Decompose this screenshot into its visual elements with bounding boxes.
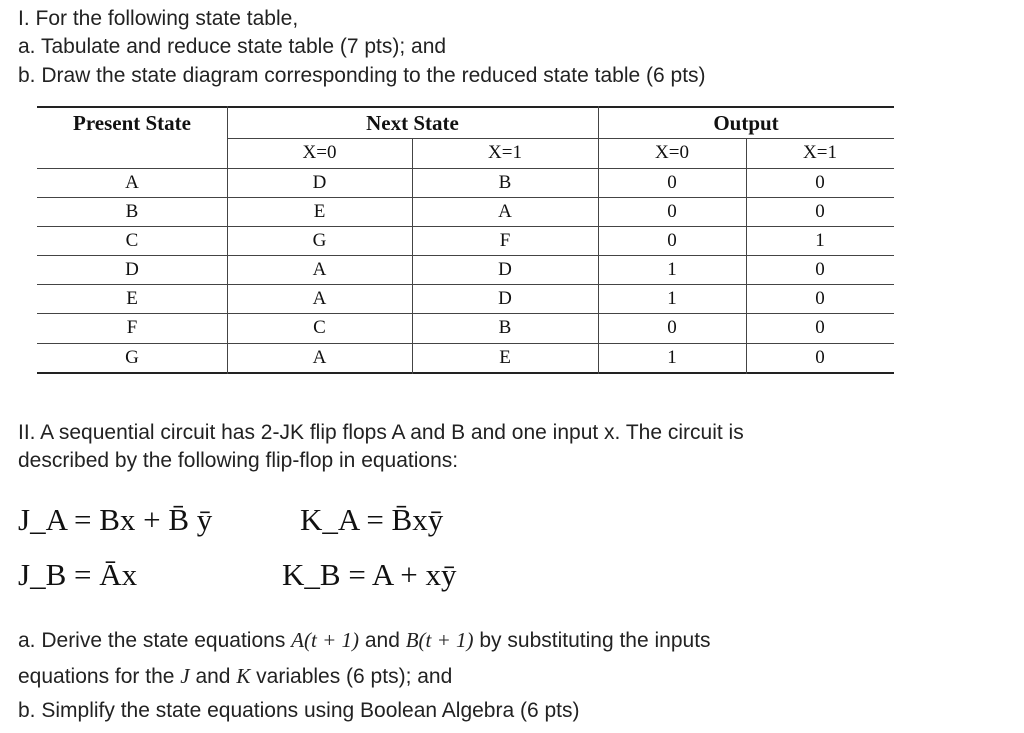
table-cell: A xyxy=(312,259,327,280)
equation-ka-text: K_A = B̄xȳ xyxy=(300,502,444,537)
table-cell: F xyxy=(126,317,138,338)
subheader-output-x0: X=0 xyxy=(655,142,689,163)
equation-ka xyxy=(300,500,443,540)
table-cell: 0 xyxy=(815,201,825,222)
question-a-line2-and: and xyxy=(189,665,237,688)
table-cell: A xyxy=(125,172,139,193)
table-cell: D xyxy=(498,259,512,280)
table-cell: A xyxy=(312,347,327,368)
table-cell: E xyxy=(126,288,138,309)
table-cell: D xyxy=(125,259,139,280)
table-cell: 0 xyxy=(815,347,825,368)
part1-heading: I. For the following state table, xyxy=(18,7,299,30)
subheader-next-x1: X=1 xyxy=(488,142,522,163)
table-cell: 0 xyxy=(667,317,677,338)
question-a-line1 xyxy=(18,626,711,655)
header-output: Output xyxy=(713,111,779,135)
table-cell: 0 xyxy=(815,288,825,309)
table-cell: 0 xyxy=(815,259,825,280)
table-cell: 1 xyxy=(667,259,677,280)
table-cell: E xyxy=(313,201,326,222)
question-a-line2-prefix: equations for the xyxy=(18,665,181,688)
table-cell: 1 xyxy=(667,288,677,309)
table-cell: F xyxy=(499,230,511,251)
var-j: J xyxy=(180,664,190,688)
table-cell: 0 xyxy=(667,201,677,222)
table-cell: C xyxy=(125,230,139,251)
equation-jb xyxy=(18,555,137,595)
equation-ja xyxy=(18,500,212,540)
table-cell: G xyxy=(312,230,327,251)
equation-jb-text: J_B = Āx xyxy=(18,557,138,592)
table-cell: D xyxy=(498,288,512,309)
table-cell: G xyxy=(125,347,139,368)
question-a-line2-suffix: variables (6 pts); and xyxy=(250,665,453,688)
part2-line1: II. A sequential circuit has 2-JK flip flops A and B and one input x. The circuit is xyxy=(18,421,744,444)
question-b: b. Simplify the state equations using Boolean Algebra (6 pts) xyxy=(18,699,580,722)
table-cell: 1 xyxy=(667,347,677,368)
table-cell: C xyxy=(313,317,326,338)
question-a-suffix: by substituting the inputs xyxy=(473,629,711,652)
part2-line2: described by the following flip-flop in equations: xyxy=(18,449,459,472)
question-a-line2 xyxy=(18,662,452,691)
table-cell: A xyxy=(312,288,327,309)
question-a-prefix: a. Derive the state equations xyxy=(18,629,292,652)
table-cell: 0 xyxy=(815,172,825,193)
var-k: K xyxy=(236,664,251,688)
equation-kb xyxy=(282,555,457,595)
expr-a-next: A(t + 1) xyxy=(291,628,359,652)
table-cell: 1 xyxy=(815,230,825,251)
table-cell: D xyxy=(312,172,327,193)
table-cell: E xyxy=(499,347,511,368)
state-table xyxy=(37,106,894,374)
question-a-mid: and xyxy=(359,629,406,652)
header-present-state: Present State xyxy=(73,111,191,135)
subheader-next-x0: X=0 xyxy=(302,142,337,163)
table-cell: B xyxy=(125,201,139,222)
table-cell: 0 xyxy=(667,172,677,193)
table-cell: 0 xyxy=(667,230,677,251)
table-cell: 0 xyxy=(815,317,825,338)
expr-b-next: B(t + 1) xyxy=(405,628,474,652)
equation-kb-text: K_B = A + xȳ xyxy=(282,557,457,592)
part1-item-b: b. Draw the state diagram corresponding to the reduced state table (6 pts) xyxy=(18,64,706,87)
subheader-output-x1: X=1 xyxy=(803,142,837,163)
table-cell: A xyxy=(498,201,512,222)
table-cell: B xyxy=(498,317,512,338)
equation-ja-text: J_A = Bx + B̄ ȳ xyxy=(18,502,213,537)
table-cell: B xyxy=(498,172,512,193)
header-next-state: Next State xyxy=(366,111,459,135)
part1-item-a: a. Tabulate and reduce state table (7 pts); and xyxy=(18,35,447,58)
